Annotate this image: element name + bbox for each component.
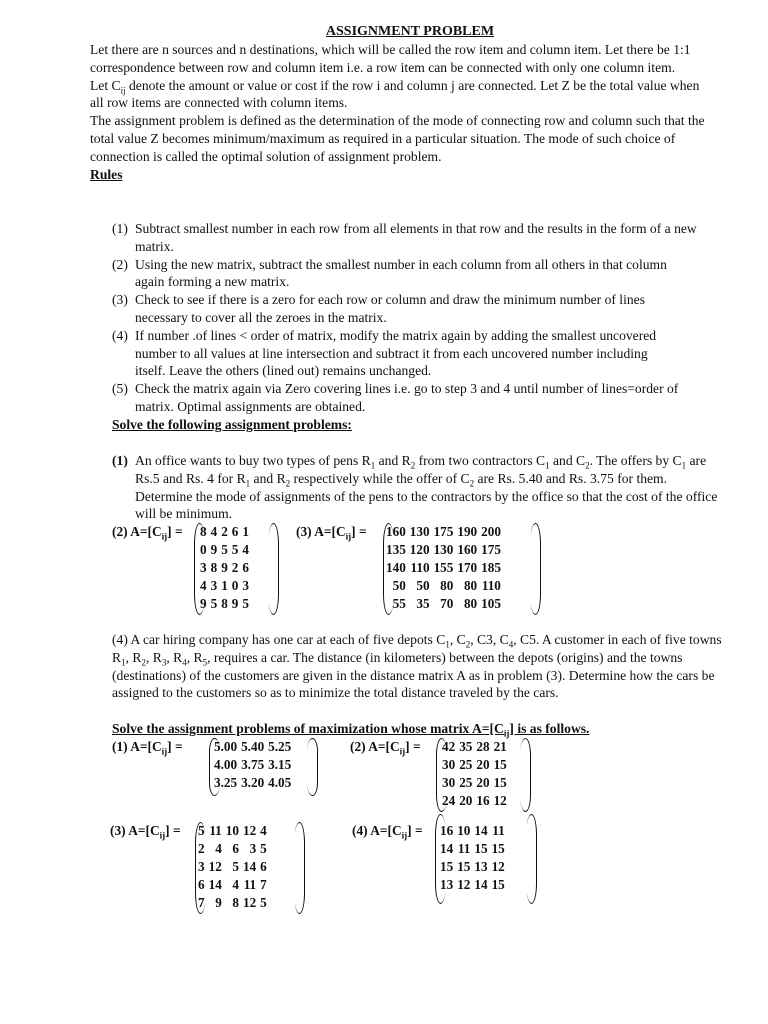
matrix-cell: 80 bbox=[440, 578, 454, 593]
matrix-cell: 10 bbox=[225, 823, 239, 838]
matrix-row bbox=[196, 822, 269, 840]
rule-text: Subtract smallest number in each row from all elements in that row and the results in the form of a new matrix. bbox=[135, 221, 697, 254]
label-text: ] = bbox=[165, 823, 181, 838]
matrix-bracket-right bbox=[268, 523, 279, 615]
matrix-cell: 15 bbox=[493, 775, 507, 790]
label-text: ] = bbox=[167, 739, 183, 754]
matrix-cell: 8 bbox=[200, 524, 207, 539]
matrix-row bbox=[384, 541, 503, 559]
problem-2-label bbox=[112, 523, 183, 541]
problem-3-label bbox=[296, 523, 367, 541]
matrix-cell: 15 bbox=[491, 841, 505, 856]
matrix-cell: 3 bbox=[249, 841, 257, 856]
text: and R bbox=[250, 470, 286, 486]
text: An office wants to buy two types of pens R bbox=[135, 453, 371, 468]
matrix-3 bbox=[384, 523, 503, 613]
matrix-cell: 11 bbox=[243, 877, 257, 892]
matrix-cell: 12 bbox=[242, 895, 257, 910]
rules-heading: Rules bbox=[90, 166, 123, 182]
matrix-cell: 110 bbox=[481, 578, 501, 593]
text: are Rs. 5.40 and Rs. 3.75 for them. Determine the mode of assignments of the pens to the contractors by the office so that the cost of the office will be minimum. bbox=[135, 470, 718, 522]
problem-number: (1) bbox=[112, 453, 128, 468]
matrix-cell: 9 bbox=[221, 560, 228, 575]
rule-text: Check the matrix again via Zero covering lines i.e. go to step 3 and 4 until number of lines=order of matrix. Optimal assignments are obtained. bbox=[135, 381, 679, 414]
matrix-cell: 3.15 bbox=[268, 757, 292, 772]
matrix-cell: 8 bbox=[221, 596, 228, 611]
matrix-table bbox=[438, 822, 507, 894]
matrix-cell: 9 bbox=[231, 596, 239, 611]
matrix-cell: 3 bbox=[198, 859, 205, 874]
intro-paragraph-3: The assignment problem is defined as the determination of the mode of connecting row and column such that the total value Z becomes minimum/maximum as required in a particular situation. The mode of such choice of connection is called the optimal solution of assignment problem. bbox=[90, 113, 705, 164]
label-text: A=[C bbox=[370, 823, 402, 838]
matrix-cell: 4.05 bbox=[268, 775, 292, 790]
matrix-row bbox=[440, 756, 509, 774]
matrix-cell: 12 bbox=[208, 859, 222, 874]
matrix-2 bbox=[198, 523, 251, 613]
rule-number: (2) bbox=[112, 256, 128, 272]
matrix-row bbox=[196, 858, 269, 876]
matrix-table bbox=[384, 523, 503, 613]
matrix-cell: 14 bbox=[474, 823, 488, 838]
matrix-cell: 3.75 bbox=[241, 757, 265, 772]
label-number: (3) bbox=[110, 823, 126, 838]
matrix-cell: 9 bbox=[215, 895, 222, 910]
rule-number: (5) bbox=[112, 381, 128, 397]
matrix-cell: 3.25 bbox=[214, 775, 238, 790]
subscript: 5 bbox=[202, 657, 208, 668]
matrix-cell: 135 bbox=[386, 542, 406, 557]
label-text: A=[C bbox=[314, 524, 346, 539]
matrix-cell: 3.20 bbox=[241, 775, 265, 790]
label-text: ] = bbox=[351, 524, 367, 539]
matrix-row bbox=[384, 595, 503, 613]
matrix-cell: 12 bbox=[242, 823, 257, 838]
max-matrix-1 bbox=[212, 738, 293, 792]
max-1-label bbox=[112, 738, 183, 756]
rule-text: If number .of lines < order of matrix, modify the matrix again by adding the smallest uncovered number to all values at line intersection and subtract it from each uncovered number including itself. Leave the others (lined out) remains unchanged. bbox=[135, 327, 657, 379]
subscript: 1 bbox=[545, 460, 550, 471]
matrix-cell: 3 bbox=[210, 578, 218, 593]
matrix-row bbox=[198, 559, 251, 577]
matrix-cell: 35 bbox=[416, 596, 430, 611]
matrix-bracket-right bbox=[520, 738, 531, 812]
problem-4 bbox=[112, 631, 724, 702]
matrix-cell: 6 bbox=[260, 859, 267, 874]
label-text: ] = bbox=[407, 823, 423, 838]
rules-list bbox=[112, 220, 737, 434]
problem-1 bbox=[112, 452, 722, 523]
max-matrix-3 bbox=[196, 822, 269, 912]
matrix-cell: 4 bbox=[210, 524, 218, 539]
matrix-bracket-right bbox=[307, 738, 318, 796]
rule-item bbox=[112, 327, 665, 380]
matrix-row bbox=[196, 894, 269, 912]
rule-number: (3) bbox=[112, 292, 128, 308]
text: , R bbox=[166, 649, 183, 665]
matrix-cell: 5 bbox=[198, 823, 205, 838]
text: , C bbox=[449, 632, 466, 647]
matrix-cell: 5.00 bbox=[214, 739, 238, 754]
subscript: 4 bbox=[508, 639, 514, 650]
subscript: 1 bbox=[245, 478, 251, 489]
matrix-cell: 20 bbox=[476, 775, 490, 790]
matrix-cell: 55 bbox=[392, 596, 406, 611]
matrix-cell: 50 bbox=[416, 578, 430, 593]
text: from two contractors C bbox=[415, 453, 546, 468]
label-text: A=[C bbox=[130, 524, 162, 539]
max-2-label bbox=[350, 738, 421, 756]
matrix-cell: 5.25 bbox=[268, 739, 292, 754]
matrix-cell: 42 bbox=[442, 739, 456, 754]
matrix-cell: 5 bbox=[231, 542, 239, 557]
matrix-cell: 0 bbox=[231, 578, 239, 593]
text: , C3, C bbox=[470, 632, 509, 647]
label-number: (3) bbox=[296, 524, 312, 539]
matrix-cell: 14 bbox=[474, 877, 488, 892]
matrix-cell: 5 bbox=[221, 542, 228, 557]
matrix-row bbox=[212, 738, 293, 756]
subscript: 1 bbox=[681, 460, 687, 471]
matrix-cell: 110 bbox=[410, 560, 430, 575]
max-4-label bbox=[352, 822, 423, 840]
matrix-cell: 5 bbox=[232, 859, 239, 874]
matrix-cell: 175 bbox=[433, 524, 454, 539]
label-text: A=[C bbox=[128, 823, 160, 838]
matrix-row bbox=[440, 738, 509, 756]
matrix-cell: 11 bbox=[457, 841, 471, 856]
text: , C5. A customer in each of five towns R bbox=[112, 632, 722, 665]
matrix-cell: 4 bbox=[232, 877, 239, 892]
problem-1-text bbox=[112, 452, 722, 523]
matrix-cell: 3 bbox=[200, 560, 207, 575]
rule-item bbox=[112, 380, 680, 416]
matrix-cell: 2 bbox=[231, 560, 239, 575]
label-text: A=[C bbox=[368, 739, 400, 754]
rule-item bbox=[112, 220, 737, 256]
matrix-row bbox=[196, 876, 269, 894]
subscript: 2 bbox=[285, 478, 291, 489]
matrix-row bbox=[198, 541, 251, 559]
matrix-cell: 12 bbox=[457, 877, 471, 892]
text: . The offers by C bbox=[589, 453, 682, 468]
matrix-cell: 4 bbox=[260, 823, 267, 838]
subscript: ij bbox=[345, 531, 352, 542]
matrix-cell: 12 bbox=[491, 859, 505, 874]
matrix-row bbox=[196, 840, 269, 858]
matrix-cell: 5 bbox=[260, 841, 267, 856]
label-number: (2) bbox=[112, 524, 128, 539]
matrix-cell: 6 bbox=[242, 560, 249, 575]
matrix-cell: 1 bbox=[242, 524, 249, 539]
matrix-row bbox=[198, 523, 251, 541]
matrix-cell: 14 bbox=[440, 841, 454, 856]
heading-text: Solve the assignment problems of maximization whose matrix A=[C bbox=[112, 721, 504, 736]
matrix-cell: 5 bbox=[210, 596, 218, 611]
max-matrix-2 bbox=[440, 738, 509, 810]
matrix-bracket-right bbox=[294, 822, 305, 914]
page-title: ASSIGNMENT PROBLEM bbox=[325, 24, 495, 39]
matrix-row bbox=[384, 523, 503, 541]
matrix-cell: 25 bbox=[459, 757, 473, 772]
matrix-cell: 1 bbox=[221, 578, 228, 593]
matrix-cell: 8 bbox=[232, 895, 239, 910]
matrix-row bbox=[440, 792, 509, 810]
text: , R bbox=[125, 649, 142, 665]
matrix-row bbox=[198, 577, 251, 595]
matrix-cell: 140 bbox=[386, 560, 406, 575]
matrix-cell: 4 bbox=[200, 578, 207, 593]
matrix-cell: 8 bbox=[210, 560, 218, 575]
subscript: ij bbox=[399, 746, 406, 757]
matrix-cell: 24 bbox=[442, 793, 456, 808]
subscript: ij bbox=[161, 746, 168, 757]
matrix-cell: 15 bbox=[474, 841, 488, 856]
matrix-cell: 3 bbox=[242, 578, 249, 593]
matrix-bracket-right bbox=[526, 814, 537, 904]
matrix-row bbox=[438, 876, 507, 894]
text: are Rs.5 and Rs. 4 for R bbox=[135, 453, 707, 486]
matrix-cell: 30 bbox=[442, 775, 456, 790]
rule-number: (1) bbox=[112, 221, 128, 236]
matrix-row bbox=[212, 756, 293, 774]
subscript: ij bbox=[401, 830, 408, 841]
subscript: 1 bbox=[445, 639, 450, 650]
matrix-cell: 50 bbox=[392, 578, 406, 593]
matrix-cell: 4.00 bbox=[214, 757, 238, 772]
matrix-cell: 11 bbox=[209, 823, 222, 838]
label-number: (2) bbox=[350, 739, 366, 754]
matrix-cell: 130 bbox=[409, 524, 430, 539]
subscript: 2 bbox=[585, 460, 590, 471]
matrix-cell: 2 bbox=[221, 524, 228, 539]
subscript: 2 bbox=[465, 639, 471, 650]
matrix-cell: 15 bbox=[493, 757, 507, 772]
matrix-cell: 5 bbox=[260, 895, 267, 910]
label-number: (1) bbox=[112, 739, 128, 754]
subscript: ij bbox=[159, 830, 166, 841]
matrix-cell: 5 bbox=[242, 596, 249, 611]
section-heading-maximization bbox=[112, 720, 589, 738]
matrix-cell: 14 bbox=[242, 859, 257, 874]
matrix-row bbox=[384, 577, 503, 595]
matrix-cell: 12 bbox=[493, 793, 507, 808]
matrix-cell: 0 bbox=[200, 542, 207, 557]
matrix-cell: 2 bbox=[198, 841, 205, 856]
intro-paragraph-1: Let there are n sources and n destinations, which will be called the row item and column item. Let there be 1:1 correspondence between row and column item i.e. a row item can be connected with only one column item. bbox=[90, 42, 691, 75]
matrix-cell: 200 bbox=[481, 524, 501, 539]
matrix-cell: 20 bbox=[476, 757, 490, 772]
matrix-cell: 28 bbox=[476, 739, 490, 754]
matrix-table bbox=[440, 738, 509, 810]
matrix-cell: 130 bbox=[433, 542, 454, 557]
subscript: 1 bbox=[370, 460, 376, 471]
matrix-cell: 13 bbox=[440, 877, 454, 892]
matrix-cell: 4 bbox=[215, 841, 222, 856]
matrix-cell: 30 bbox=[442, 757, 456, 772]
max-3-label bbox=[110, 822, 181, 840]
text: , requires a car. The distance (in kilometers) between the depots (origins) and the towns (destinations) of the customers are given in the distance matrix A as in problem (3). Determine how the cars be assigned to the customers so as to minimize the total distance traveled by the cars. bbox=[112, 649, 715, 701]
matrix-row bbox=[438, 858, 507, 876]
subscript: 2 bbox=[141, 657, 146, 668]
matrix-cell: 10 bbox=[457, 823, 471, 838]
intro-paragraph-2 bbox=[90, 77, 710, 113]
matrix-cell: 175 bbox=[481, 542, 501, 557]
matrix-table bbox=[198, 523, 251, 613]
matrix-cell: 9 bbox=[210, 542, 218, 557]
subscript: 3 bbox=[161, 657, 167, 668]
text: respectively while the offer of C bbox=[290, 470, 470, 486]
text: (4) A car hiring company has one car at each of five depots C bbox=[112, 632, 446, 647]
subscript: 4 bbox=[182, 657, 187, 668]
text: , R bbox=[186, 649, 203, 665]
matrix-row bbox=[212, 774, 293, 792]
matrix-cell: 6 bbox=[198, 877, 205, 892]
label-text: ] = bbox=[405, 739, 421, 754]
matrix-cell: 15 bbox=[491, 877, 505, 892]
matrix-cell: 185 bbox=[481, 560, 501, 575]
matrix-cell: 4 bbox=[242, 542, 249, 557]
matrix-cell: 11 bbox=[492, 823, 505, 838]
matrix-cell: 160 bbox=[386, 524, 406, 539]
matrix-cell: 16 bbox=[440, 823, 454, 838]
intro-text: denote the amount or value or cost if the row i and column j are connected. Let Z be the total value when all row items are connected with column items. bbox=[90, 77, 700, 111]
matrix-bracket-right bbox=[530, 523, 541, 615]
subscript: ij bbox=[120, 85, 126, 96]
rule-item bbox=[112, 256, 695, 292]
matrix-cell: 120 bbox=[409, 542, 430, 557]
label-text: ] = bbox=[167, 524, 183, 539]
subscript: ij bbox=[161, 531, 168, 542]
rule-text: Using the new matrix, subtract the smallest number in each column from all others in that column again forming a new matrix. bbox=[135, 256, 667, 290]
section-heading-minimization: Solve the following assignment problems: bbox=[112, 416, 352, 432]
intro-text: Let C bbox=[90, 77, 121, 93]
matrix-cell: 6 bbox=[231, 524, 239, 539]
matrix-cell: 21 bbox=[493, 739, 507, 754]
matrix-cell: 13 bbox=[474, 859, 488, 874]
rule-text: Check to see if there is a zero for each row or column and draw the minimum number of lines necessary to cover all the zeroes in the matrix. bbox=[135, 292, 645, 325]
matrix-cell: 190 bbox=[457, 524, 478, 539]
matrix-cell: 80 bbox=[463, 596, 478, 611]
matrix-row bbox=[440, 774, 509, 792]
rule-number: (4) bbox=[112, 327, 128, 343]
matrix-cell: 5.40 bbox=[241, 739, 265, 754]
matrix-cell: 25 bbox=[459, 775, 473, 790]
matrix-cell: 6 bbox=[232, 841, 239, 856]
text: and C bbox=[549, 453, 586, 468]
matrix-cell: 105 bbox=[481, 596, 501, 611]
text: , R bbox=[145, 649, 162, 665]
subscript: 1 bbox=[121, 657, 126, 668]
rule-item bbox=[112, 291, 695, 327]
intro-block bbox=[90, 41, 710, 183]
subscript: ij bbox=[503, 728, 510, 739]
label-text: A=[C bbox=[130, 739, 162, 754]
matrix-cell: 15 bbox=[440, 859, 454, 874]
label-number: (4) bbox=[352, 823, 368, 838]
matrix-row bbox=[438, 840, 507, 858]
matrix-cell: 14 bbox=[208, 877, 222, 892]
matrix-table bbox=[212, 738, 293, 792]
matrix-row bbox=[384, 559, 503, 577]
matrix-cell: 155 bbox=[433, 560, 454, 575]
matrix-cell: 9 bbox=[200, 596, 207, 611]
matrix-cell: 70 bbox=[440, 596, 454, 611]
text: and R bbox=[375, 453, 411, 468]
subscript: 2 bbox=[469, 478, 475, 489]
matrix-table bbox=[196, 822, 269, 912]
matrix-cell: 7 bbox=[198, 895, 205, 910]
matrix-cell: 16 bbox=[476, 793, 490, 808]
matrix-cell: 20 bbox=[459, 793, 473, 808]
heading-text: ] is as follows. bbox=[509, 721, 590, 736]
matrix-cell: 15 bbox=[457, 859, 471, 874]
subscript: 2 bbox=[410, 460, 416, 471]
matrix-cell: 160 bbox=[457, 542, 478, 557]
max-matrix-4 bbox=[438, 822, 507, 894]
matrix-cell: 35 bbox=[459, 739, 473, 754]
matrix-row bbox=[438, 822, 507, 840]
matrix-cell: 80 bbox=[463, 578, 478, 593]
matrix-cell: 170 bbox=[457, 560, 478, 575]
matrix-row bbox=[198, 595, 251, 613]
matrix-cell: 7 bbox=[260, 877, 267, 892]
